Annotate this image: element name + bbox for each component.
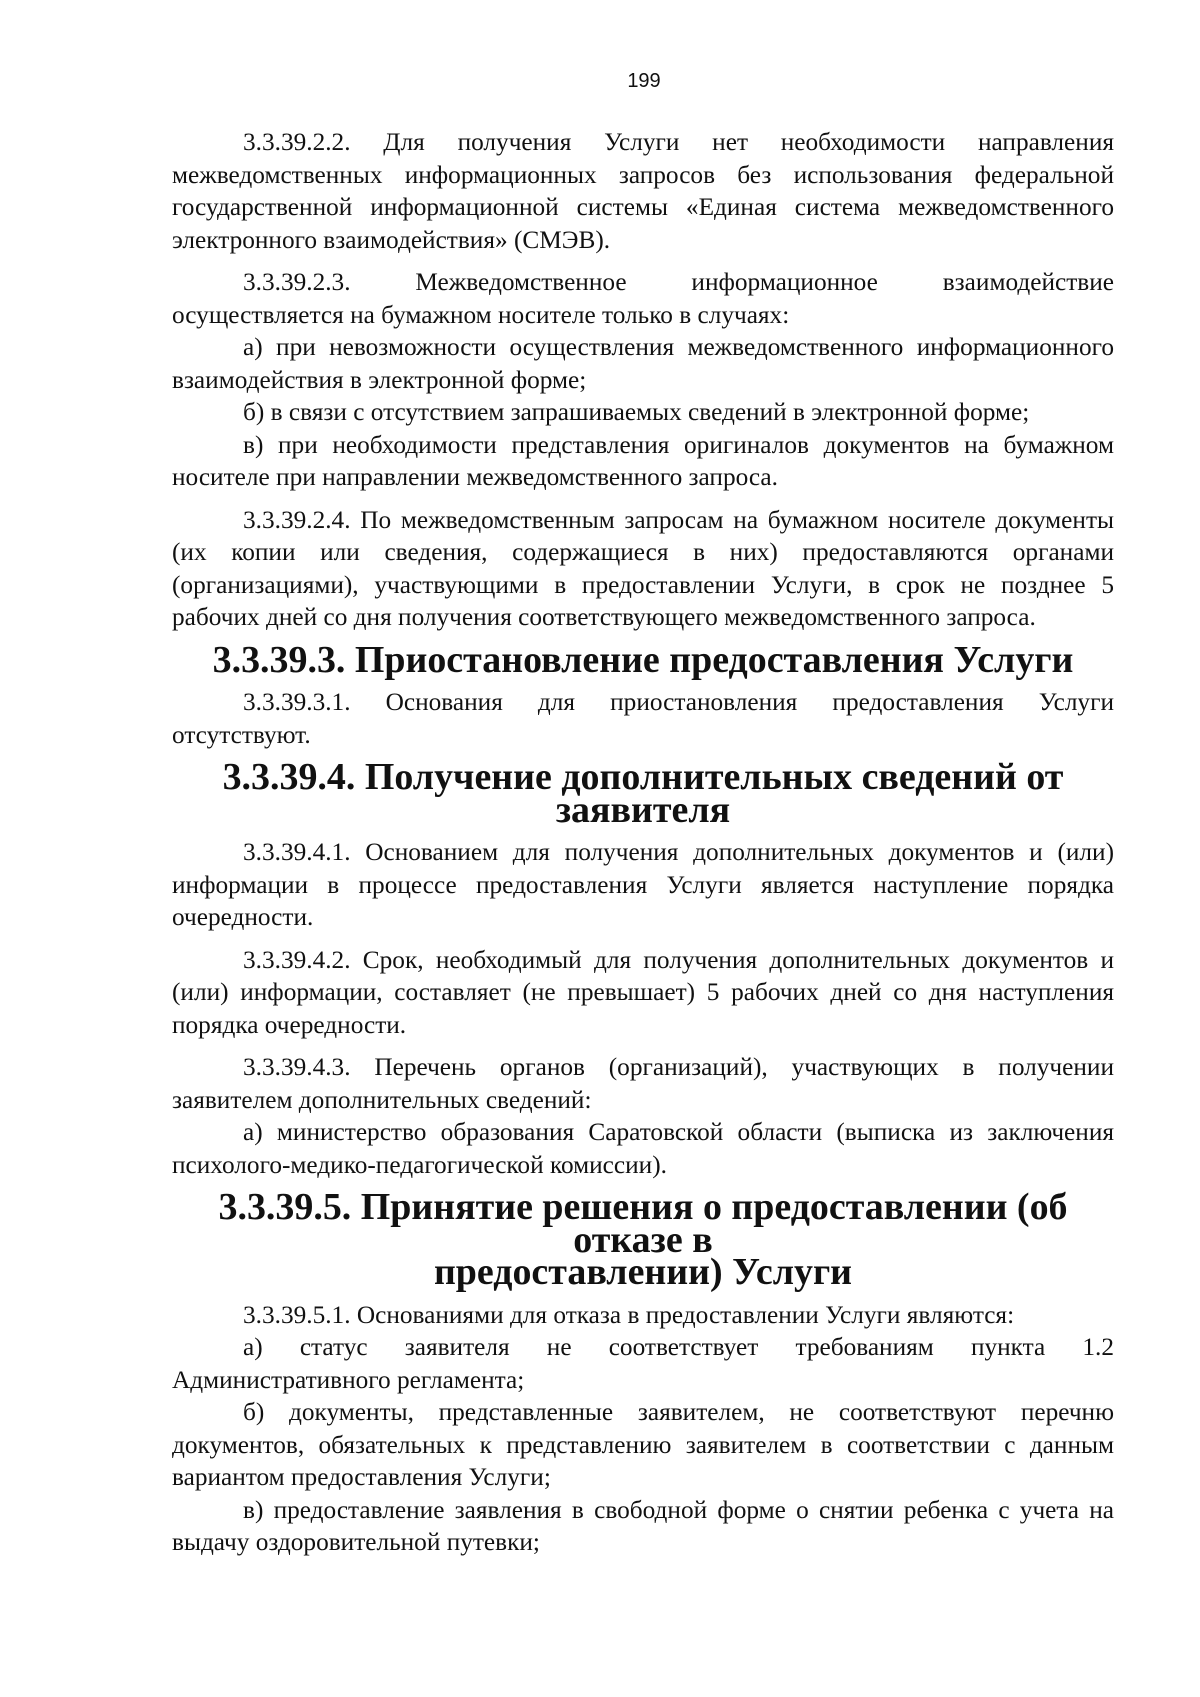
section-heading-3-3-39-4 bbox=[172, 756, 1114, 831]
page-number: 199 bbox=[627, 70, 661, 92]
list-item-c-free-form-application: в) предоставление заявления в свободной форме о снятии ребенка с учета на выдачу оздоровительной путевки; bbox=[172, 1495, 1114, 1556]
list-item-c-originals-required: в) при необходимости представления оригиналов документов на бумажном носителе при направлении межведомственного запроса. bbox=[172, 430, 1114, 491]
heading-line: предоставлении) Услуги bbox=[433, 1251, 853, 1293]
heading-line: 3.3.39.4. Получение дополнительных сведений от заявителя bbox=[222, 756, 1064, 831]
heading-line: 3.3.39.5. Принятие решения о предоставлении (об отказе в bbox=[218, 1186, 1068, 1261]
list-item-a-electronic-impossible: а) при невозможности осуществления межведомственного информационного взаимодействия в электронной форме; bbox=[172, 333, 1114, 394]
section-heading-3-3-39-5 bbox=[172, 1186, 1114, 1293]
paragraph-3-3-39-2-2: 3.3.39.2.2. Для получения Услуги нет необходимости направления межведомственных информационных запросов без использования федеральной государственной информационной системы «Единая система межведомственного электронного взаимодействия» (СМЭВ). bbox=[172, 128, 1114, 254]
paragraph-3-3-39-4-1: 3.3.39.4.1. Основанием для получения дополнительных документов и (или) информации в процессе предоставления Услуги является наступление порядка очередности. bbox=[172, 838, 1114, 931]
paragraph-3-3-39-2-4: 3.3.39.2.4. По межведомственным запросам на бумажном носителе документы (их копии или сведения, содержащиеся в них) предоставляются органами (организациями), участвующими в предоставлении Услуги, в срок не позднее 5 рабочих дней со дня получения соответствующего межведомственного запроса. bbox=[172, 505, 1114, 631]
list-item-a-ministry: а) министерство образования Саратовской области (выписка из заключения психолого-медико-педагогической комиссии). bbox=[172, 1118, 1114, 1179]
document-body bbox=[172, 126, 1114, 1559]
paragraph-3-3-39-3-1: 3.3.39.3.1. Основания для приостановления предоставления Услуги отсутствуют. bbox=[172, 688, 1114, 749]
paragraph-3-3-39-4-3: 3.3.39.4.3. Перечень органов (организаций), участвующих в получении заявителем дополнительных сведений: bbox=[172, 1053, 1114, 1114]
paragraph-3-3-39-5-1: 3.3.39.5.1. Основаниями для отказа в предоставлении Услуги являются: bbox=[243, 1300, 1015, 1329]
list-item-b-no-electronic-data: б) в связи с отсутствием запрашиваемых сведений в электронной форме; bbox=[243, 398, 1030, 426]
list-item-b-documents-mismatch: б) документы, представленные заявителем, не соответствуют перечню документов, обязательных к представлению заявителем в соответствии с данным вариантом предоставления Услуги; bbox=[172, 1398, 1114, 1491]
heading-line: 3.3.39.3. Приостановление предоставления Услуги bbox=[212, 638, 1074, 681]
list-item-a-status-mismatch: а) статус заявителя не соответствует требованиям пункта 1.2 Административного регламента; bbox=[172, 1333, 1114, 1394]
paragraph-3-3-39-4-2: 3.3.39.4.2. Срок, необходимый для получения дополнительных документов и (или) информации, составляет (не превышает) 5 рабочих дней со дня наступления порядка очередности. bbox=[172, 945, 1114, 1039]
paragraph-3-3-39-2-3: 3.3.39.2.3. Межведомственное информационное взаимодействие осуществляется на бумажном носителе только в случаях: bbox=[172, 268, 1114, 329]
section-heading-3-3-39-3 bbox=[172, 638, 1114, 681]
